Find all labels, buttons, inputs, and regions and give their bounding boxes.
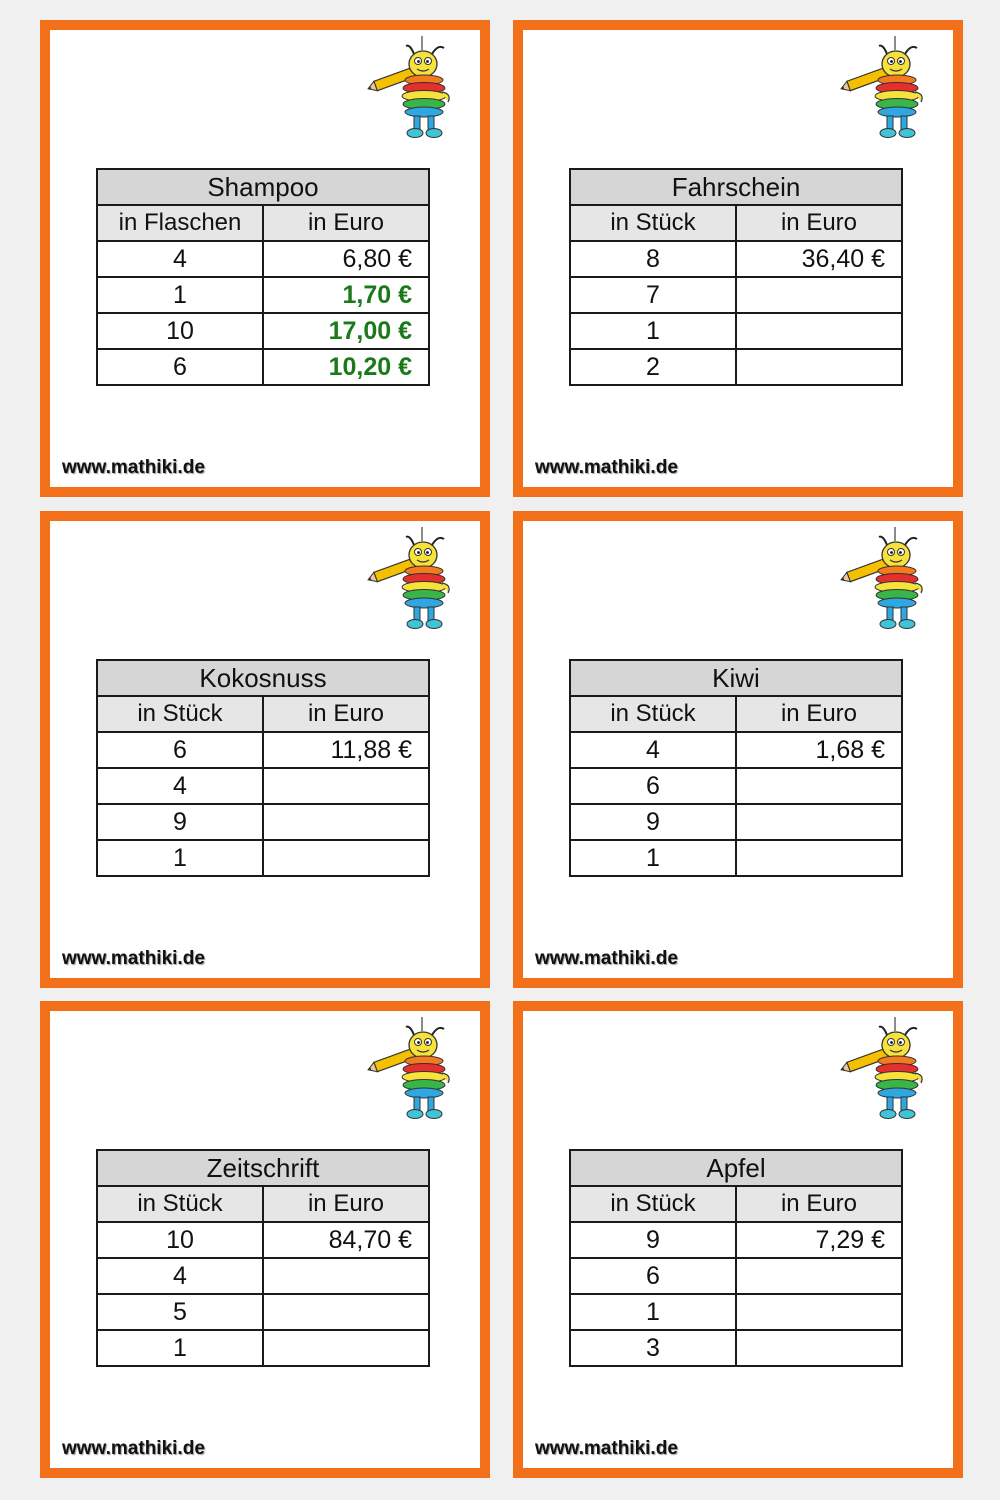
quantity-cell: 4 [97, 1258, 263, 1294]
price-blank-cell [736, 768, 902, 804]
price-table [96, 1149, 430, 1367]
quantity-cell: 6 [570, 1258, 736, 1294]
quantity-cell: 1 [570, 1294, 736, 1330]
quantity-cell: 1 [97, 840, 263, 876]
price-blank-cell [736, 1258, 902, 1294]
website-label: www.mathiki.de [62, 1438, 205, 1459]
price-cell: 84,70 € [263, 1222, 429, 1258]
table-row [570, 313, 902, 349]
price-blank-cell [263, 1294, 429, 1330]
table-row [97, 804, 429, 840]
pencil-bee-mascot-icon [839, 527, 939, 639]
pencil-bee-mascot-icon [366, 1017, 466, 1129]
quantity-cell: 1 [97, 277, 263, 313]
column-header-price: in Euro [263, 205, 429, 241]
table-row [97, 840, 429, 876]
table-row [570, 732, 902, 768]
quantity-cell: 8 [570, 241, 736, 277]
price-cell: 11,88 € [263, 732, 429, 768]
price-table [96, 168, 430, 386]
card-fahrschein [513, 20, 963, 497]
website-label: www.mathiki.de [535, 457, 678, 478]
card-kokosnuss [40, 511, 490, 988]
quantity-cell: 6 [570, 768, 736, 804]
price-blank-cell [736, 840, 902, 876]
table-row [570, 1222, 902, 1258]
website-label: www.mathiki.de [62, 457, 205, 478]
column-header-quantity: in Stück [570, 1186, 736, 1222]
table-row [97, 1294, 429, 1330]
column-header-quantity: in Stück [97, 1186, 263, 1222]
price-blank-cell [263, 804, 429, 840]
quantity-cell: 2 [570, 349, 736, 385]
price-blank-cell [736, 349, 902, 385]
table-title: Fahrschein [570, 169, 902, 205]
quantity-cell: 3 [570, 1330, 736, 1366]
quantity-cell: 4 [97, 241, 263, 277]
price-blank-cell [736, 313, 902, 349]
column-header-price: in Euro [263, 1186, 429, 1222]
quantity-cell: 6 [97, 349, 263, 385]
quantity-cell: 1 [97, 1330, 263, 1366]
pencil-bee-mascot-icon [366, 36, 466, 148]
quantity-cell: 6 [97, 732, 263, 768]
table-title: Kiwi [570, 660, 902, 696]
table-row [97, 1330, 429, 1366]
table-row [97, 1222, 429, 1258]
table-row [570, 768, 902, 804]
quantity-cell: 7 [570, 277, 736, 313]
table-row [97, 1258, 429, 1294]
quantity-cell: 1 [570, 840, 736, 876]
price-table [569, 168, 903, 386]
table-title: Kokosnuss [97, 660, 429, 696]
website-label: www.mathiki.de [62, 948, 205, 969]
table-row [97, 277, 429, 313]
column-header-quantity: in Stück [97, 696, 263, 732]
price-cell: 6,80 € [263, 241, 429, 277]
pencil-bee-mascot-icon [839, 36, 939, 148]
price-blank-cell [263, 840, 429, 876]
card-shampoo [40, 20, 490, 497]
quantity-cell: 9 [97, 804, 263, 840]
column-header-price: in Euro [263, 696, 429, 732]
table-row [570, 1258, 902, 1294]
quantity-cell: 10 [97, 313, 263, 349]
table-row [97, 313, 429, 349]
table-row [97, 732, 429, 768]
column-header-quantity: in Flaschen [97, 205, 263, 241]
price-blank-cell [736, 1294, 902, 1330]
price-cell: 17,00 € [263, 313, 429, 349]
table-row [570, 804, 902, 840]
table-row [97, 349, 429, 385]
table-title: Shampoo [97, 169, 429, 205]
price-cell: 1,68 € [736, 732, 902, 768]
price-table [569, 659, 903, 877]
card-zeitschrift [40, 1001, 490, 1478]
table-row [570, 241, 902, 277]
quantity-cell: 5 [97, 1294, 263, 1330]
quantity-cell: 4 [570, 732, 736, 768]
column-header-price: in Euro [736, 205, 902, 241]
website-label: www.mathiki.de [535, 1438, 678, 1459]
quantity-cell: 9 [570, 1222, 736, 1258]
card-apfel [513, 1001, 963, 1478]
card-kiwi [513, 511, 963, 988]
pencil-bee-mascot-icon [366, 527, 466, 639]
table-row [570, 277, 902, 313]
price-cell: 7,29 € [736, 1222, 902, 1258]
price-cell: 1,70 € [263, 277, 429, 313]
column-header-price: in Euro [736, 696, 902, 732]
table-row [97, 241, 429, 277]
price-blank-cell [263, 768, 429, 804]
table-row [570, 840, 902, 876]
price-blank-cell [263, 1330, 429, 1366]
table-title: Apfel [570, 1150, 902, 1186]
price-table [96, 659, 430, 877]
column-header-quantity: in Stück [570, 205, 736, 241]
price-blank-cell [736, 1330, 902, 1366]
column-header-price: in Euro [736, 1186, 902, 1222]
quantity-cell: 10 [97, 1222, 263, 1258]
table-title: Zeitschrift [97, 1150, 429, 1186]
price-table [569, 1149, 903, 1367]
table-row [570, 1294, 902, 1330]
price-cell: 10,20 € [263, 349, 429, 385]
price-cell: 36,40 € [736, 241, 902, 277]
quantity-cell: 9 [570, 804, 736, 840]
pencil-bee-mascot-icon [839, 1017, 939, 1129]
table-row [570, 1330, 902, 1366]
price-blank-cell [736, 277, 902, 313]
column-header-quantity: in Stück [570, 696, 736, 732]
price-blank-cell [736, 804, 902, 840]
quantity-cell: 1 [570, 313, 736, 349]
price-blank-cell [263, 1258, 429, 1294]
quantity-cell: 4 [97, 768, 263, 804]
table-row [97, 768, 429, 804]
website-label: www.mathiki.de [535, 948, 678, 969]
table-row [570, 349, 902, 385]
